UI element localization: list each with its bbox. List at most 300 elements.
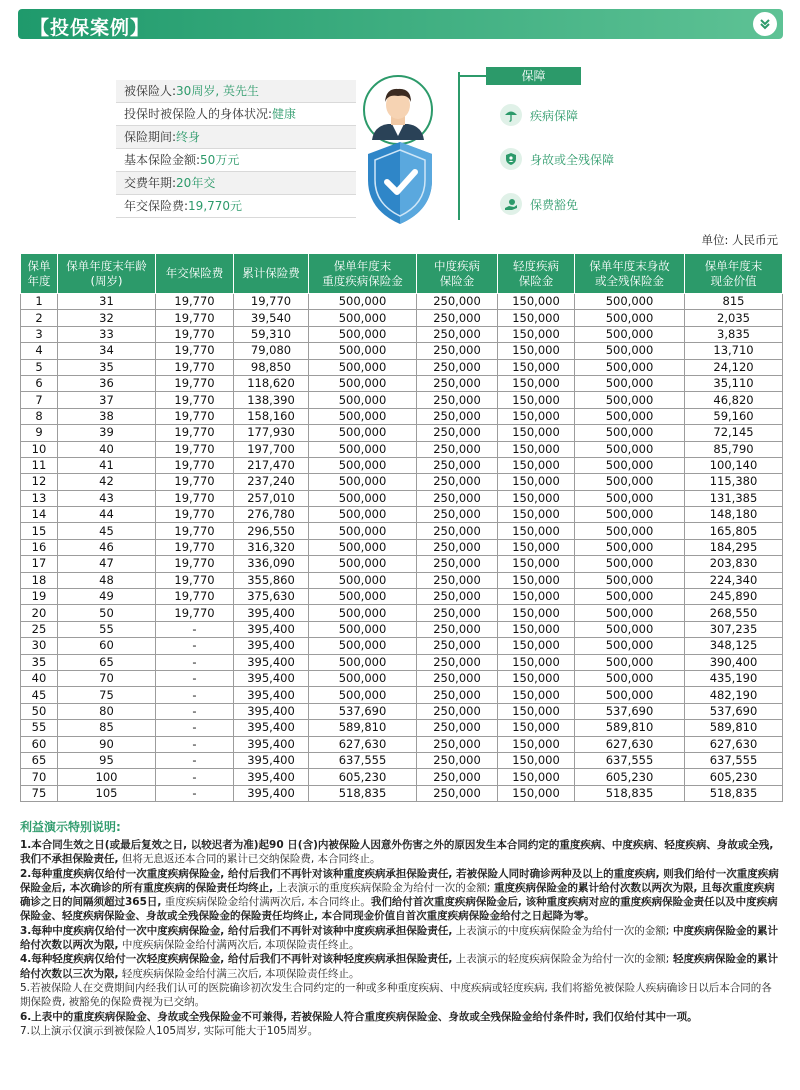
table-cell: 537,690 [575,703,685,719]
note-segment: 但将无息返还本合同的累计已交纳保险费, 本合同终止。 [118,853,381,866]
table-cell: 59,160 [685,408,783,424]
table-cell: 500,000 [575,670,685,686]
table-cell: 395,400 [234,605,309,621]
info-label: 保险期间: [124,130,177,144]
table-cell: 482,190 [685,687,783,703]
table-cell: 605,230 [685,769,783,785]
table-cell: 395,400 [234,670,309,686]
note-item [20,1024,780,1038]
table-cell: 13 [21,490,58,506]
table-cell: 2 [21,310,58,326]
section-header [18,9,783,39]
table-row [21,474,783,490]
table-cell: 500,000 [575,359,685,375]
table-cell: 605,230 [575,769,685,785]
table-cell: 518,835 [575,785,685,801]
table-cell: 70 [21,769,58,785]
table-cell: 150,000 [498,523,575,539]
table-cell: 46 [58,539,156,555]
table-cell: 150,000 [498,375,575,391]
table-cell: 250,000 [417,490,498,506]
table-cell: 150,000 [498,310,575,326]
table-cell: 50 [21,703,58,719]
table-cell: 500,000 [309,572,417,588]
table-cell: 500,000 [309,605,417,621]
table-cell: 150,000 [498,720,575,736]
table-row [21,703,783,719]
table-cell: 75 [21,785,58,801]
table-cell: 250,000 [417,687,498,703]
table-cell: 500,000 [575,589,685,605]
table-row [21,507,783,523]
note-segment: 重度疾病保险金的累计给付次数以两次为限, 且每次重度疾病确诊之日的间隔须超过365日, [20,881,775,909]
table-cell: 395,400 [234,654,309,670]
table-row [21,539,783,555]
table-cell: 19 [21,589,58,605]
table-cell: 17 [21,556,58,572]
table-cell: 250,000 [417,703,498,719]
table-cell: 46,820 [685,392,783,408]
table-cell: 36 [58,375,156,391]
table-cell: 500,000 [309,556,417,572]
note-item [20,838,780,867]
table-cell: 250,000 [417,507,498,523]
table-row [21,375,783,391]
note-segment: 我们给付首次重度疾病保险金后, 该种重度疾病对应的重度疾病保险金责任以及中度疾病保险金、轻度疾病保险金、身故或全残保险金的保险责任均终止, 本合同现金价值自首次重度疾病保险金给付之日起降为零。 [20,896,778,923]
table-cell: 500,000 [309,392,417,408]
section-title: 【投保案例】 [30,17,151,39]
table-cell: 537,690 [685,703,783,719]
table-cell: 150,000 [498,703,575,719]
table-cell: 224,340 [685,572,783,588]
table-cell: 150,000 [498,670,575,686]
table-cell: 815 [685,294,783,310]
table-cell: 250,000 [417,375,498,391]
table-cell: 250,000 [417,736,498,752]
table-cell: 500,000 [309,670,417,686]
table-cell: 6 [21,375,58,391]
table-row [21,310,783,326]
note-segment: 轻度疾病保险金给付满三次后, 本项保险责任终止。 [118,967,360,980]
table-cell: 250,000 [417,523,498,539]
table-cell: 500,000 [575,375,685,391]
info-value: 50万元 [200,153,240,167]
table-cell: 500,000 [309,523,417,539]
umbrella-icon [500,104,522,126]
table-cell: 537,690 [309,703,417,719]
table-cell: 500,000 [309,507,417,523]
currency-unit: 单位: 人民币元 [701,233,778,247]
info-label: 投保时被保险人的身体状况: [124,107,273,121]
column-header: 保单 年度 [21,254,58,294]
table-cell: - [156,785,234,801]
table-cell: 150,000 [498,326,575,342]
table-cell: 203,830 [685,556,783,572]
table-row [21,785,783,801]
table-cell: 435,190 [685,670,783,686]
table-cell: 150,000 [498,457,575,473]
table-cell: 48 [58,572,156,588]
table-cell: 250,000 [417,654,498,670]
table-cell: 500,000 [309,687,417,703]
table-cell: 95 [58,752,156,768]
table-cell: 131,385 [685,490,783,506]
table-cell: 100,140 [685,457,783,473]
table-cell: 348,125 [685,638,783,654]
note-item [20,952,780,981]
table-row [21,769,783,785]
table-cell: 115,380 [685,474,783,490]
table-cell: 395,400 [234,621,309,637]
table-cell: 60 [21,736,58,752]
table-cell: 500,000 [575,654,685,670]
table-cell: 19,770 [156,507,234,523]
table-cell: 500,000 [309,326,417,342]
table-cell: 589,810 [685,720,783,736]
info-label: 交费年期: [124,176,177,190]
note-segment: 上表演示的中度疾病保险金为给付一次的金额; [452,924,670,937]
table-cell: 500,000 [309,457,417,473]
table-cell: 31 [58,294,156,310]
note-item [20,867,780,924]
table-cell: 25 [21,621,58,637]
table-cell: 250,000 [417,752,498,768]
table-cell: 150,000 [498,539,575,555]
table-row [21,572,783,588]
table-cell: 637,555 [309,752,417,768]
table-cell: 10 [21,441,58,457]
table-cell: - [156,654,234,670]
table-cell: 250,000 [417,572,498,588]
table-cell: 296,550 [234,523,309,539]
note-item [20,924,780,953]
table-cell: 19,770 [156,589,234,605]
table-cell: 19,770 [156,310,234,326]
table-row [21,752,783,768]
table-cell: 307,235 [685,621,783,637]
table-cell: 24,120 [685,359,783,375]
table-cell: 627,630 [309,736,417,752]
info-label: 基本保险金额: [124,153,201,167]
table-row [21,687,783,703]
table-cell: 250,000 [417,457,498,473]
table-cell: 105 [58,785,156,801]
table-cell: 250,000 [417,474,498,490]
table-cell: 150,000 [498,752,575,768]
table-cell: 500,000 [575,457,685,473]
table-cell: 79,080 [234,343,309,359]
table-cell: 90 [58,736,156,752]
table-cell: 500,000 [575,507,685,523]
table-cell: 50 [58,605,156,621]
table-cell: 59,310 [234,326,309,342]
table-row [21,294,783,310]
note-segment: 4.每种轻度疾病仅给付一次轻度疾病保险金, 给付后我们不再针对该种轻度疾病承担保险责任, [20,953,453,966]
table-cell: 197,700 [234,441,309,457]
table-cell: 395,400 [234,736,309,752]
table-cell: 85 [58,720,156,736]
table-cell: 250,000 [417,294,498,310]
table-row [21,392,783,408]
table-cell: 41 [58,457,156,473]
table-row [21,605,783,621]
note-segment: 5.若被保险人在交费期间内经我们认可的医院确诊初次发生合同约定的一种或多种重度疾病、中度疾病或轻度疾病, 我们将豁免被保险人疾病确诊日以后本合同的各期保险费, 被豁免的保险费视为已交纳。 [20,981,772,1009]
table-row [21,589,783,605]
table-cell: 40 [58,441,156,457]
collapse-button[interactable] [753,12,777,36]
table-row [21,408,783,424]
table-cell: 500,000 [309,310,417,326]
table-row [21,359,783,375]
table-cell: 250,000 [417,425,498,441]
table-cell: 39 [58,425,156,441]
table-cell: 500,000 [309,343,417,359]
column-header: 保单年度末年龄 (周岁) [58,254,156,294]
table-cell: 627,630 [685,736,783,752]
table-cell: 118,620 [234,375,309,391]
table-cell: 20 [21,605,58,621]
table-cell: 250,000 [417,556,498,572]
table-cell: 250,000 [417,785,498,801]
table-cell: 19,770 [156,408,234,424]
note-segment: 1.本合同生效之日(或最后复效之日, 以较迟者为准)起90 日(含)内被保险人因意外伤害之外的原因发生本合同约定的重度疾病、中度疾病、轻度疾病、身故或全残, 我们不承担保险责任, [20,839,774,866]
table-cell: 250,000 [417,589,498,605]
table-cell: - [156,638,234,654]
table-cell: 19,770 [156,474,234,490]
table-cell: 98,850 [234,359,309,375]
table-cell: 395,400 [234,638,309,654]
table-cell: 150,000 [498,556,575,572]
table-cell: 150,000 [498,621,575,637]
table-cell: 14 [21,507,58,523]
table-cell: 12 [21,474,58,490]
table-cell: 43 [58,490,156,506]
table-cell: 150,000 [498,572,575,588]
table-cell: 250,000 [417,392,498,408]
table-cell: 138,390 [234,392,309,408]
table-cell: 38 [58,408,156,424]
table-cell: 500,000 [575,425,685,441]
column-header: 年交保险费 [156,254,234,294]
table-cell: 237,240 [234,474,309,490]
table-cell: 150,000 [498,687,575,703]
guarantee-item-death [500,147,614,171]
insured-info-list [116,80,356,218]
note-segment: 中度疾病保险金的累计给付次数以两次为限, [20,924,778,952]
column-header: 轻度疾病 保险金 [498,254,575,294]
table-cell: 34 [58,343,156,359]
table-cell: - [156,769,234,785]
table-cell: 55 [21,720,58,736]
insured-illustration [350,72,450,232]
table-cell: 250,000 [417,343,498,359]
table-cell: - [156,670,234,686]
column-header: 中度疾病 保险金 [417,254,498,294]
table-cell: 45 [21,687,58,703]
table-cell: 245,890 [685,589,783,605]
benefit-table [20,253,783,802]
info-row [116,80,356,103]
table-cell: 500,000 [309,621,417,637]
table-row [21,523,783,539]
table-row [21,638,783,654]
table-cell: 150,000 [498,507,575,523]
table-cell: 9 [21,425,58,441]
table-cell: 500,000 [309,294,417,310]
table-cell: 85,790 [685,441,783,457]
table-cell: 250,000 [417,621,498,637]
table-cell: 44 [58,507,156,523]
table-cell: 518,835 [685,785,783,801]
note-segment: 上表演示的轻度疾病保险金为给付一次的金额; [452,953,670,966]
table-row [21,654,783,670]
table-cell: 19,770 [156,605,234,621]
table-cell: 500,000 [309,441,417,457]
table-cell: 35,110 [685,375,783,391]
table-cell: 33 [58,326,156,342]
table-cell: 316,320 [234,539,309,555]
table-cell: 150,000 [498,343,575,359]
table-row [21,326,783,342]
table-cell: 250,000 [417,670,498,686]
table-cell: 16 [21,539,58,555]
table-cell: 500,000 [309,359,417,375]
column-header: 累计保险费 [234,254,309,294]
table-cell: 375,630 [234,589,309,605]
table-cell: 40 [21,670,58,686]
table-cell: 500,000 [575,638,685,654]
table-cell: 32 [58,310,156,326]
table-cell: 80 [58,703,156,719]
table-cell: 19,770 [156,326,234,342]
table-cell: 500,000 [309,589,417,605]
table-cell: 19,770 [156,457,234,473]
table-cell: 1 [21,294,58,310]
table-cell: 276,780 [234,507,309,523]
table-cell: 35 [21,654,58,670]
table-cell: 165,805 [685,523,783,539]
table-row [21,556,783,572]
table-row [21,490,783,506]
table-cell: 250,000 [417,605,498,621]
table-cell: 49 [58,589,156,605]
table-cell: 250,000 [417,359,498,375]
table-cell: 150,000 [498,605,575,621]
table-cell: 355,860 [234,572,309,588]
table-row [21,425,783,441]
table-cell: 268,550 [685,605,783,621]
table-cell: 250,000 [417,310,498,326]
table-cell: 250,000 [417,638,498,654]
table-cell: 500,000 [575,392,685,408]
table-cell: 45 [58,523,156,539]
table-cell: 148,180 [685,507,783,523]
table-cell: 500,000 [575,441,685,457]
note-segment: 中度疾病保险金给付满两次后, 本项保险责任终止。 [118,939,360,952]
table-cell: 19,770 [156,343,234,359]
info-value: 20年交 [176,176,216,190]
column-header: 保单年度末身故 或全残保险金 [575,254,685,294]
table-cell: 19,770 [156,523,234,539]
table-cell: 150,000 [498,408,575,424]
table-cell: 500,000 [575,310,685,326]
column-header: 保单年度末 现金价值 [685,254,783,294]
guarantee-title: 保障 [486,67,581,85]
table-cell: 150,000 [498,474,575,490]
table-cell: - [156,621,234,637]
info-value: 健康 [272,107,297,121]
table-cell: 500,000 [309,375,417,391]
table-cell: 39,540 [234,310,309,326]
table-cell: 72,145 [685,425,783,441]
guarantee-label: 身故或全残保障 [530,152,615,167]
table-cell: 70 [58,670,156,686]
table-row [21,457,783,473]
table-cell: 5 [21,359,58,375]
table-cell: 500,000 [575,572,685,588]
table-cell: 184,295 [685,539,783,555]
table-cell: 637,555 [575,752,685,768]
table-cell: 500,000 [309,490,417,506]
table-cell: 500,000 [575,621,685,637]
table-cell: 500,000 [575,343,685,359]
table-cell: 627,630 [575,736,685,752]
table-cell: 150,000 [498,589,575,605]
table-cell: 65 [21,752,58,768]
table-cell: 150,000 [498,294,575,310]
table-cell: 3,835 [685,326,783,342]
table-cell: 158,160 [234,408,309,424]
hand-coin-icon [500,193,522,215]
table-cell: 589,810 [309,720,417,736]
table-header-row [21,254,783,294]
note-item [20,981,780,1010]
table-row [21,343,783,359]
table-row [21,720,783,736]
notes-list [20,838,780,1038]
table-cell: 30 [21,638,58,654]
table-cell: 4 [21,343,58,359]
guarantee-item-waiver [500,192,578,216]
info-label: 年交保险费: [124,199,189,213]
table-row [21,441,783,457]
table-cell: 605,230 [309,769,417,785]
table-cell: 500,000 [309,474,417,490]
table-cell: 500,000 [309,638,417,654]
table-cell: 217,470 [234,457,309,473]
table-cell: 60 [58,638,156,654]
table-cell: 500,000 [309,539,417,555]
table-cell: 19,770 [156,392,234,408]
info-row [116,172,356,195]
table-cell: 500,000 [309,408,417,424]
table-cell: 150,000 [498,638,575,654]
table-row [21,736,783,752]
table-cell: 55 [58,621,156,637]
table-cell: 150,000 [498,359,575,375]
table-cell: 2,035 [685,310,783,326]
table-cell: 19,770 [156,375,234,391]
table-cell: - [156,752,234,768]
table-cell: 19,770 [156,425,234,441]
table-cell: - [156,703,234,719]
table-cell: 19,770 [156,294,234,310]
table-cell: 250,000 [417,720,498,736]
guarantee-label: 保费豁免 [530,197,579,212]
table-cell: 150,000 [498,425,575,441]
table-cell: 75 [58,687,156,703]
info-label: 被保险人: [124,84,177,98]
